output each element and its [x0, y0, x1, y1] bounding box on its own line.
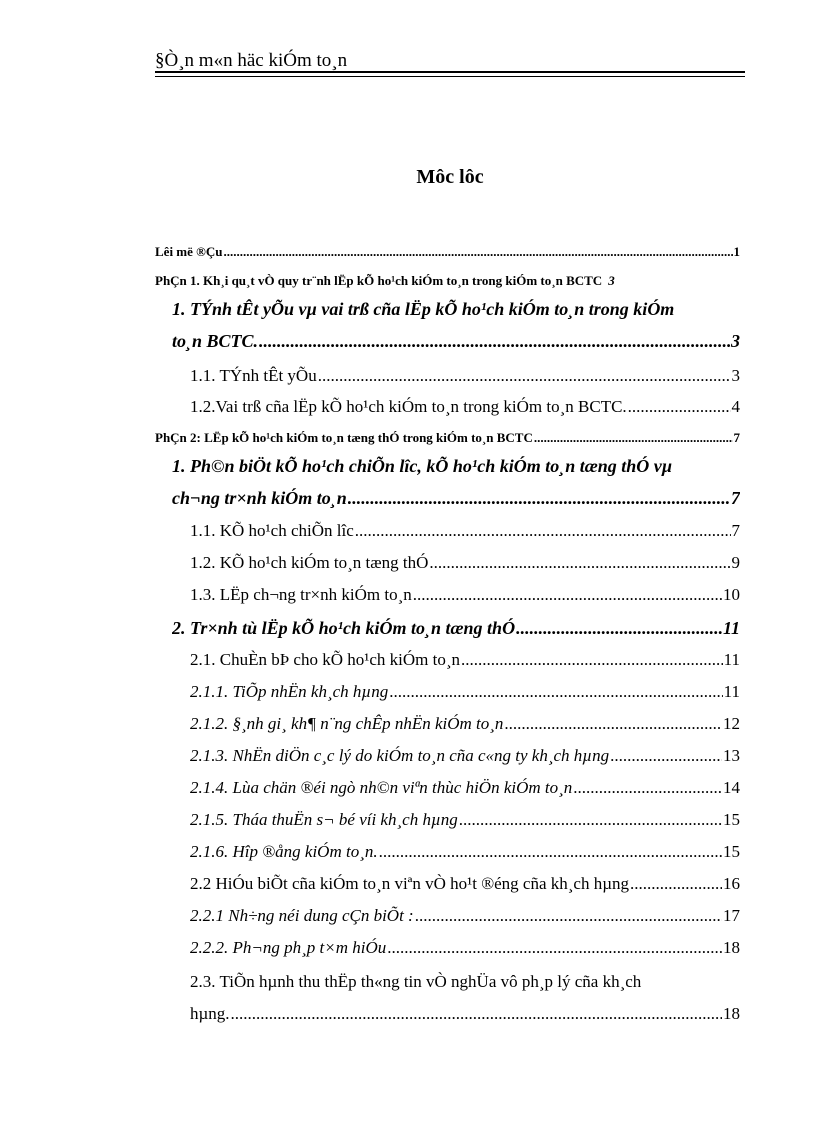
toc-entry-label[interactable]: 2.3. TiÕn hµnh thu thËp th«ng tin vÒ nghÜa vô ph¸p lý cña kh¸ch	[190, 972, 642, 991]
header-text: §Ò¸n m«n häc kiÓm to¸n	[155, 50, 348, 71]
toc-entry-label: 2.1.4. Lùa chän ®éi ngò nh©n viªn thùc hiÖn kiÓm to¸n	[190, 778, 573, 797]
leader-dots	[628, 397, 731, 417]
toc-entry[interactable]	[190, 874, 740, 894]
toc-entry[interactable]	[190, 397, 740, 417]
toc-entry[interactable]	[172, 618, 740, 639]
toc-entry-label: 2.1.6. Hîp ®ång kiÓm to¸n.	[190, 842, 378, 861]
toc-entry-page: 3	[608, 273, 615, 288]
toc-entry[interactable]	[155, 244, 740, 260]
toc-entry-label: 2.1.2. §¸nh gi¸ kh¶ n¨ng chÊp nhËn kiÓm to¸n	[190, 714, 504, 733]
leader-dots	[459, 810, 722, 830]
toc-entry[interactable]	[190, 682, 740, 702]
leader-dots	[387, 938, 722, 958]
toc-entry-page: 7	[731, 488, 740, 508]
leader-dots	[379, 842, 722, 862]
toc-entry[interactable]	[190, 650, 740, 670]
leader-dots	[413, 585, 722, 605]
toc-entry[interactable]	[155, 273, 740, 289]
leader-dots	[223, 244, 732, 260]
toc-entry-page: 14	[723, 778, 740, 797]
leader-dots	[348, 488, 730, 509]
toc-entry[interactable]	[190, 521, 740, 541]
toc-entry-page: 3	[731, 331, 740, 351]
toc-title: Môc lôc	[416, 166, 484, 188]
toc-entry-page: 11	[722, 618, 740, 638]
toc-entry-label: 2.1. ChuÈn bÞ cho kÕ ho¹ch kiÓm to¸n	[190, 650, 460, 669]
toc-entry-label: 2. Tr×nh tù lËp kÕ ho¹ch kiÓm to¸n tæng thÓ	[172, 618, 516, 638]
toc-entry-label-cont: ch¬ng tr×nh kiÓm to¸n	[172, 488, 347, 508]
toc-entry[interactable]	[155, 430, 740, 446]
leader-dots	[429, 553, 730, 573]
leader-dots	[355, 521, 731, 541]
toc-entry[interactable]	[190, 585, 740, 605]
toc-entry[interactable]	[190, 746, 740, 766]
leader-dots	[630, 874, 722, 894]
toc-entry-label: 1.3. LËp ch¬ng tr×nh kiÓm to¸n	[190, 585, 412, 604]
toc-entry-page: 7	[733, 430, 740, 445]
leader-dots	[534, 430, 733, 446]
toc-entry-label: 2.2.1 Nh÷ng néi dung cÇn biÕt :	[190, 906, 414, 925]
toc-entry-page: 13	[723, 746, 740, 765]
toc-entry-label: PhÇn 1. Kh¸i qu¸t vÒ quy tr¨nh lËp kÕ ho¹ch kiÓm to¸n trong kiÓm to¸n BCTC	[155, 273, 603, 288]
toc-entry-label: Lêi më ®Çu	[155, 244, 223, 259]
toc-entry-label: 2.2.2. Ph¬ng ph¸p t×m hiÓu	[190, 938, 387, 957]
toc-entry-label: 1.2.Vai trß cña lËp kÕ ho¹ch kiÓm to¸n trong kiÓm to¸n BCTC.	[190, 397, 627, 416]
toc-entry[interactable]	[172, 331, 740, 352]
leader-dots	[259, 331, 730, 352]
toc-entry-page: 17	[723, 906, 740, 925]
toc-entry-page: 1	[733, 244, 740, 259]
leader-dots	[318, 366, 731, 386]
toc-entry-label: 2.1.1. TiÕp nhËn kh¸ch hµng	[190, 682, 389, 701]
toc-entry-label: PhÇn 2: LËp kÕ ho¹ch kiÓm to¸n tæng thÓ trong kiÓm to¸n BCTC	[155, 430, 533, 445]
toc-entry[interactable]	[190, 366, 740, 386]
toc-entry-page: 9	[731, 553, 740, 572]
toc-entry-page: 4	[731, 397, 740, 416]
toc-entry-page: 15	[723, 842, 740, 861]
toc-entry-page: 7	[731, 521, 740, 540]
toc-entry[interactable]	[190, 842, 740, 862]
toc-entry-label: 1.2. KÕ ho¹ch kiÓm to¸n tæng thÓ	[190, 553, 429, 572]
toc-entry-label[interactable]: 1. TÝnh tÊt yÕu vµ vai trß cña lËp kÕ ho¹ch kiÓm to¸n trong kiÓm	[172, 299, 675, 319]
toc-entry[interactable]	[172, 488, 740, 509]
toc-entry[interactable]	[190, 553, 740, 573]
toc-entry[interactable]	[190, 810, 740, 830]
toc-entry-label: 2.1.3. NhËn diÖn c¸c lý do kiÓm to¸n cña c«ng ty kh¸ch hµng	[190, 746, 610, 765]
toc-entry-label: 2.2 HiÓu biÕt cña kiÓm to¸n viªn vÒ ho¹t ®éng cña kh¸ch hµng	[190, 874, 630, 893]
toc-entry-label-cont: to¸n BCTC.	[172, 331, 259, 351]
toc-entry[interactable]	[190, 1004, 740, 1024]
leader-dots	[516, 618, 722, 639]
leader-dots	[415, 906, 722, 926]
leader-dots	[231, 1004, 722, 1024]
toc-entry-page: 16	[723, 874, 740, 893]
toc-entry-page: 15	[723, 810, 740, 829]
toc-entry-page: 12	[723, 714, 740, 733]
toc-entry-page: 10	[723, 585, 740, 604]
toc-entry-page: 18	[723, 938, 740, 957]
leader-dots	[389, 682, 722, 702]
leader-dots	[573, 778, 722, 798]
toc-entry-page: 18	[723, 1004, 740, 1023]
leader-dots	[504, 714, 722, 734]
toc-entry[interactable]	[190, 906, 740, 926]
toc-entry-page: 11	[723, 682, 740, 701]
toc-entry[interactable]	[190, 778, 740, 798]
toc-entry-label: 2.1.5. Tháa thuËn s¬ bé víi kh¸ch hµng	[190, 810, 458, 829]
toc-entry-label: 1.1. TÝnh tÊt yÕu	[190, 366, 317, 385]
toc-entry[interactable]	[190, 938, 740, 958]
toc-entry-label-cont: hµng.	[190, 1004, 230, 1023]
leader-dots	[610, 746, 722, 766]
leader-dots	[461, 650, 723, 670]
toc-entry-label[interactable]: 1. Ph©n biÖt kÕ ho¹ch chiÕn lîc, kÕ ho¹ch kiÓm to¸n tæng thÓ vµ	[172, 456, 673, 476]
toc-entry-page: 11	[723, 650, 740, 669]
toc-entry-page: 3	[731, 366, 740, 385]
toc-entry[interactable]	[190, 714, 740, 734]
toc-entry-label: 1.1. KÕ ho¹ch chiÕn lîc	[190, 521, 354, 540]
